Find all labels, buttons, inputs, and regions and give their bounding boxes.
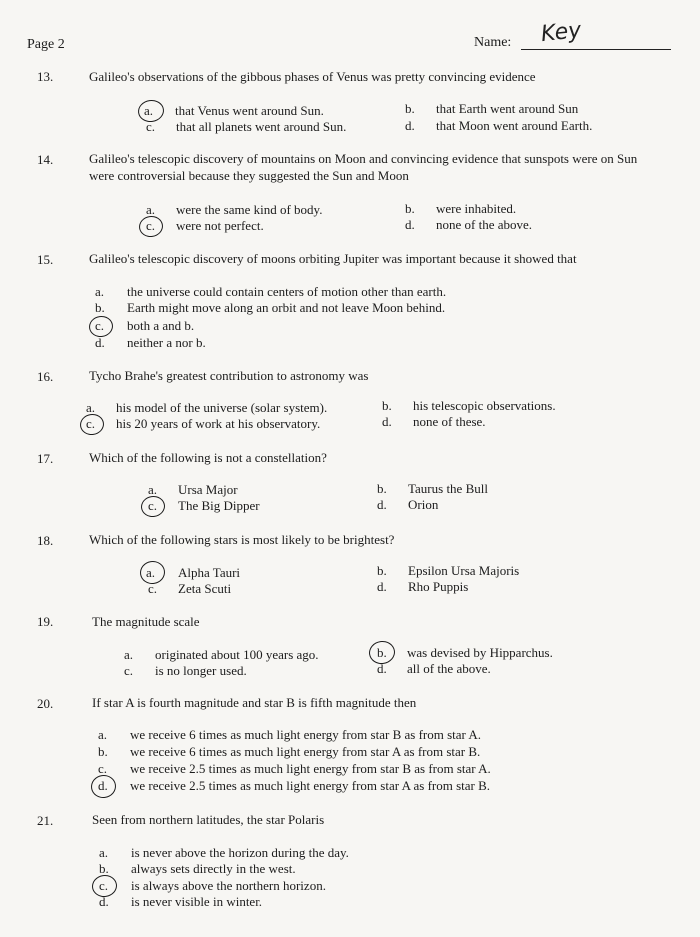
- option-text: The Big Dipper: [178, 498, 260, 513]
- option-text: was devised by Hipparchus.: [407, 645, 553, 660]
- question-number: 20.: [37, 696, 54, 711]
- option-text: the universe could contain centers of motion other than earth.: [127, 284, 447, 299]
- question-stem: Seen from northern latitudes, the star Polaris: [92, 812, 325, 827]
- option-text: that Venus went around Sun.: [175, 103, 324, 118]
- answer-circle-mark: [137, 98, 166, 123]
- page-label: Page 2: [27, 37, 65, 52]
- option-letter: c.: [146, 119, 156, 134]
- option-text: is never visible in winter.: [131, 894, 263, 909]
- answer-circle-mark: [139, 559, 167, 585]
- option-text: Orion: [408, 497, 439, 512]
- option-letter: a.: [146, 202, 156, 217]
- option-letter: c.: [98, 761, 108, 776]
- option-text: his 20 years of work at his observatory.: [116, 416, 321, 431]
- option-letter: b.: [95, 300, 105, 315]
- option-letter: b.: [405, 101, 415, 116]
- option-letter: c.: [148, 498, 158, 513]
- option-text: that Moon went around Earth.: [436, 118, 593, 133]
- question-number: 17.: [37, 451, 54, 466]
- question-stem: Which of the following stars is most likely to be brightest?: [89, 532, 395, 547]
- option-text: Ursa Major: [178, 482, 238, 497]
- option-letter: b.: [99, 861, 109, 876]
- option-letter: a.: [95, 284, 105, 299]
- option-text: were not perfect.: [176, 218, 264, 233]
- option-text: were the same kind of body.: [176, 202, 323, 217]
- option-text: is never above the horizon during the day.: [131, 845, 349, 860]
- option-text: Zeta Scuti: [178, 581, 232, 596]
- option-letter: c.: [124, 663, 134, 678]
- question-number: 13.: [37, 69, 54, 84]
- option-letter: a.: [124, 647, 134, 662]
- option-letter: a.: [99, 845, 109, 860]
- option-text: Alpha Tauri: [178, 565, 241, 580]
- answer-circle-mark: [88, 314, 115, 338]
- option-letter: c.: [146, 218, 156, 233]
- question-stem-line-1: Galileo's telescopic discovery of mountains on Moon and convincing evidence that sunspots were on Sun: [89, 151, 638, 166]
- option-text: his model of the universe (solar system).: [116, 400, 328, 415]
- question-stem-line-2: were controversial because they suggested the Sun and Moon: [89, 168, 409, 183]
- option-text: always sets directly in the west.: [131, 861, 296, 876]
- option-letter: a.: [148, 482, 158, 497]
- option-text: we receive 2.5 times as much light energy from star B as from star A.: [130, 761, 491, 776]
- option-text: is no longer used.: [155, 663, 247, 678]
- answer-circle-mark: [368, 639, 397, 665]
- option-text: that all planets went around Sun.: [176, 119, 347, 134]
- option-text: were inhabited.: [436, 201, 517, 216]
- question-number: 15.: [37, 252, 54, 267]
- option-text: none of these.: [413, 414, 486, 429]
- option-letter: b.: [382, 398, 392, 413]
- option-text: originated about 100 years ago.: [155, 647, 319, 662]
- option-letter: d.: [98, 778, 108, 793]
- option-text: neither a nor b.: [127, 335, 206, 350]
- question-number: 16.: [37, 369, 54, 384]
- option-letter: c.: [86, 416, 96, 431]
- name-value-handwritten: Key: [539, 17, 583, 48]
- answer-circle-mark: [91, 873, 119, 898]
- option-letter: a.: [144, 103, 154, 118]
- question-number: 21.: [37, 813, 54, 828]
- question-stem: Which of the following is not a constellation?: [89, 450, 327, 465]
- option-letter: b.: [377, 645, 387, 660]
- option-letter: c.: [148, 581, 158, 596]
- option-text: Epsilon Ursa Majoris: [408, 563, 520, 578]
- option-text: all of the above.: [407, 661, 491, 676]
- option-letter: c.: [99, 878, 109, 893]
- option-text: both a and b.: [127, 318, 195, 333]
- option-text: Rho Puppis: [408, 579, 469, 594]
- question-stem: Tycho Brahe's greatest contribution to astronomy was: [89, 368, 369, 383]
- answer-circle-mark: [79, 412, 106, 436]
- option-letter: b.: [377, 481, 387, 496]
- option-letter: d.: [377, 579, 387, 594]
- option-text: Taurus the Bull: [408, 481, 488, 496]
- option-text: we receive 2.5 times as much light energy from star A as from star B.: [130, 778, 491, 793]
- option-text: his telescopic observations.: [413, 398, 556, 413]
- option-letter: d.: [405, 217, 415, 232]
- question-number: 19.: [37, 614, 54, 629]
- option-letter: a.: [146, 565, 156, 580]
- option-letter: a.: [86, 400, 96, 415]
- question-stem: Galileo's observations of the gibbous phases of Venus was pretty convincing evidence: [89, 69, 536, 84]
- question-number: 14.: [37, 152, 54, 167]
- option-text: none of the above.: [436, 217, 533, 232]
- option-letter: b.: [405, 201, 415, 216]
- option-letter: c.: [95, 318, 105, 333]
- option-letter: d.: [95, 335, 105, 350]
- option-text: is always above the northern horizon.: [131, 878, 326, 893]
- option-text: Earth might move along an orbit and not leave Moon behind.: [127, 300, 446, 315]
- option-letter: b.: [377, 563, 387, 578]
- option-letter: d.: [377, 661, 387, 676]
- answer-circle-mark: [90, 773, 118, 799]
- option-letter: a.: [98, 727, 108, 742]
- option-letter: d.: [405, 118, 415, 133]
- question-stem: Galileo's telescopic discovery of moons orbiting Jupiter was important because it showed that: [89, 251, 577, 266]
- option-letter: d.: [99, 894, 109, 909]
- option-text: that Earth went around Sun: [436, 101, 579, 116]
- name-underline: [521, 49, 671, 50]
- question-stem: The magnitude scale: [92, 614, 200, 629]
- name-label: Name:: [474, 35, 512, 50]
- option-letter: b.: [98, 744, 108, 759]
- option-letter: d.: [377, 497, 387, 512]
- option-text: we receive 6 times as much light energy from star B as from star A.: [130, 727, 482, 742]
- question-number: 18.: [37, 533, 54, 548]
- answer-circle-mark: [138, 214, 165, 238]
- answer-circle-mark: [140, 494, 167, 518]
- option-letter: d.: [382, 414, 392, 429]
- question-stem: If star A is fourth magnitude and star B is fifth magnitude then: [92, 695, 417, 710]
- option-text: we receive 6 times as much light energy from star A as from star B.: [130, 744, 481, 759]
